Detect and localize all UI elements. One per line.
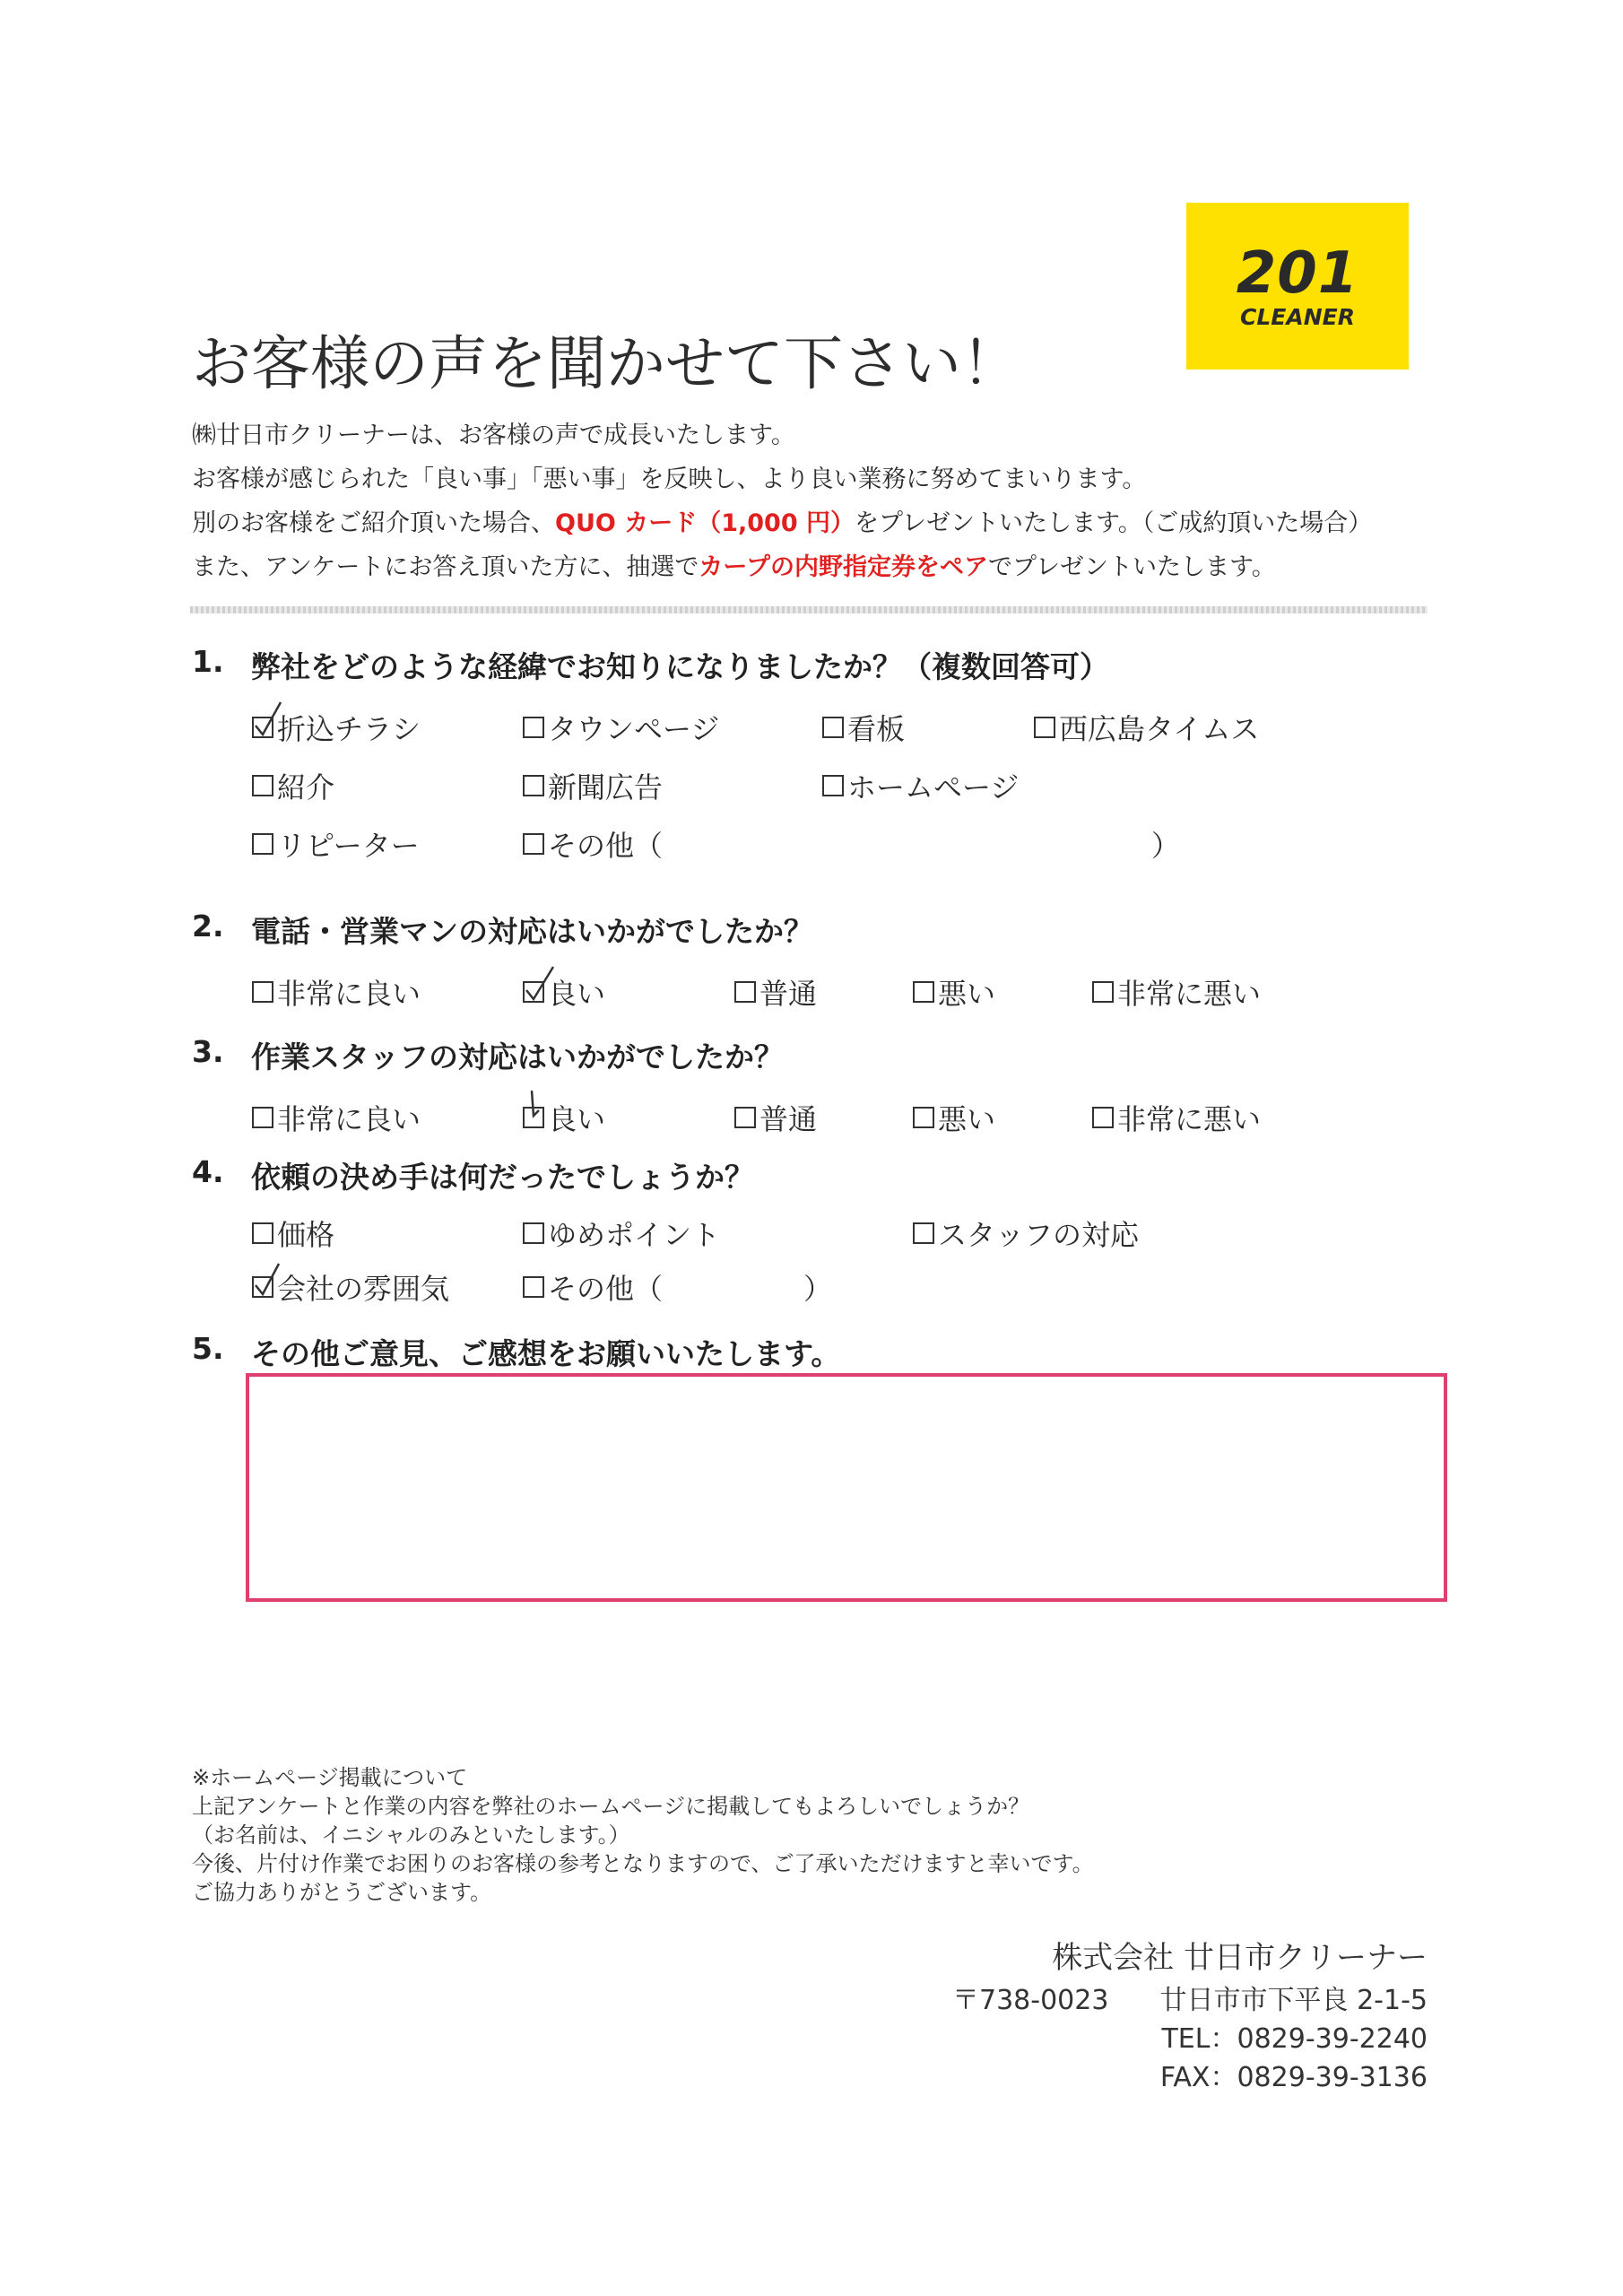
- company-logo: [1186, 203, 1409, 370]
- checkbox[interactable]: [1034, 717, 1055, 738]
- checkbox[interactable]: [523, 717, 544, 738]
- note-line-5: ご協力ありがとうございます。: [192, 1880, 492, 1905]
- question-3-text: 作業スタッフの対応はいかがでしたか？: [251, 1039, 784, 1074]
- question-5-text: その他ご意見、ご感想をお願いいたします。: [251, 1336, 841, 1371]
- q4-option-yume-point[interactable]: [523, 1213, 720, 1254]
- note-line-2: 上記アンケートと作業の内容を弊社のホームページに掲載してもよろしいでしょうか？: [192, 1794, 1030, 1819]
- option-label: 悪い: [938, 1102, 996, 1136]
- q1-option-signboard[interactable]: [822, 707, 905, 748]
- quo-card-highlight: QUO カード（1,000 円）: [555, 509, 855, 537]
- q2-option-average[interactable]: [734, 971, 817, 1013]
- checkbox[interactable]: [1092, 1107, 1114, 1128]
- q3-option-good[interactable]: [523, 1097, 605, 1138]
- divider: [190, 606, 1428, 613]
- question-4-text: 依頼の決め手は何だったでしょうか？: [251, 1160, 754, 1195]
- checkbox[interactable]: [822, 775, 844, 796]
- checkbox[interactable]: [523, 775, 544, 796]
- checkbox[interactable]: [913, 981, 934, 1003]
- q3-option-bad[interactable]: [913, 1097, 995, 1138]
- option-label: 非常に良い: [277, 977, 421, 1011]
- question-3-number: 3.: [192, 1034, 224, 1069]
- company-postal: 〒738-0023: [952, 1985, 1109, 2016]
- option-label: 看板: [847, 712, 906, 746]
- note-line-4: 今後、片付け作業でお困りのお客様の参考となりますので、ご了承いただけますと幸いです。: [192, 1851, 1094, 1876]
- checkbox[interactable]: [913, 1222, 934, 1244]
- q1-option-homepage[interactable]: [822, 765, 1019, 806]
- option-label: その他（: [548, 829, 664, 863]
- option-label: タウンページ: [548, 712, 720, 746]
- q3-option-average[interactable]: [734, 1097, 817, 1138]
- checkmark-icon: [252, 1258, 288, 1298]
- question-4-number: 4.: [192, 1154, 224, 1189]
- q2-option-very-good[interactable]: [252, 971, 421, 1013]
- option-label: 価格: [277, 1218, 335, 1252]
- option-label: 紹介: [277, 770, 335, 804]
- checkbox[interactable]: [734, 981, 756, 1003]
- q1-other-close-paren: ）: [1151, 829, 1181, 863]
- option-label: 折込チラシ: [277, 712, 421, 746]
- checkmark-icon: [252, 699, 288, 738]
- option-label: 良い: [548, 977, 606, 1011]
- intro-line-2: お客様が感じられた「良い事」「悪い事」を反映し、より良い業務に努めてまいります。: [192, 465, 1147, 493]
- q3-option-very-bad[interactable]: [1092, 1097, 1261, 1138]
- option-label: 悪い: [938, 977, 996, 1011]
- option-label: 普通: [759, 1102, 818, 1136]
- comment-textarea[interactable]: [246, 1373, 1447, 1602]
- option-label: ゆめポイント: [548, 1218, 721, 1252]
- checkbox[interactable]: [1092, 981, 1114, 1003]
- note-line-3: （お名前は、イニシャルのみといたします。）: [192, 1822, 630, 1848]
- intro-line-3-a: 別のお客様をご紹介頂いた場合、: [192, 509, 555, 537]
- q4-option-other[interactable]: [523, 1266, 663, 1308]
- company-address: 廿日市市下平良 2-1-5: [1159, 1985, 1428, 2016]
- checkmark-icon: [523, 963, 559, 1003]
- question-1-number: 1.: [192, 644, 224, 679]
- option-label: 良い: [548, 1102, 606, 1136]
- q3-option-very-good[interactable]: [252, 1097, 421, 1138]
- option-label: ホームページ: [847, 770, 1020, 804]
- checkbox[interactable]: [252, 1222, 273, 1244]
- question-2-number: 2.: [192, 909, 224, 944]
- checkbox[interactable]: [913, 1107, 934, 1128]
- intro-line-4-a: また、アンケートにお答え頂いた方に、抽選で: [192, 553, 699, 581]
- checkbox[interactable]: [523, 1222, 544, 1244]
- option-label: 非常に悪い: [1117, 977, 1262, 1011]
- checkbox[interactable]: [252, 1276, 273, 1298]
- q1-option-newspaper[interactable]: [523, 765, 663, 806]
- intro-line-1: ㈱廿日市クリーナーは、お客様の声で成長いたします。: [192, 422, 795, 449]
- option-label: 新聞広告: [548, 770, 664, 804]
- option-label: 非常に悪い: [1117, 1102, 1262, 1136]
- carp-ticket-highlight: カープの内野指定券をペア: [699, 553, 989, 581]
- q1-option-townpage[interactable]: [523, 707, 719, 748]
- q4-other-close-paren: ）: [803, 1272, 833, 1306]
- company-name: 株式会社 廿日市クリーナー: [1052, 1940, 1428, 1976]
- checkbox[interactable]: [252, 775, 273, 796]
- question-2-text: 電話・営業マンの対応はいかがでしたか？: [251, 914, 813, 949]
- checkbox[interactable]: [523, 981, 544, 1003]
- intro-line-4-b: でプレゼントいたします。: [988, 553, 1276, 581]
- page-title: お客様の声を聞かせて下さい！: [192, 329, 1020, 398]
- option-label: 非常に良い: [277, 1102, 421, 1136]
- checkbox[interactable]: [523, 1107, 544, 1128]
- checkbox[interactable]: [523, 833, 544, 855]
- checkbox[interactable]: [734, 1107, 756, 1128]
- intro-line-3-b: をプレゼントいたします。（ご成約頂いた場合）: [855, 509, 1373, 537]
- checkmark-icon: [523, 1089, 559, 1128]
- checkbox[interactable]: [822, 717, 844, 738]
- checkbox[interactable]: [252, 717, 273, 738]
- q1-option-referral[interactable]: [252, 765, 334, 806]
- question-5-number: 5.: [192, 1331, 224, 1366]
- note-line-1: ※ホームページ掲載について: [192, 1765, 468, 1790]
- q1-option-flyer[interactable]: [252, 707, 421, 748]
- option-label: 西広島タイムス: [1059, 712, 1260, 746]
- q4-option-staff-response[interactable]: [913, 1213, 1139, 1254]
- option-label: その他（: [548, 1272, 664, 1306]
- intro-line-4: [192, 547, 1276, 582]
- checkbox[interactable]: [252, 833, 273, 855]
- q2-option-very-bad[interactable]: [1092, 971, 1261, 1013]
- company-tel: TEL：0829-39-2240: [1161, 2023, 1428, 2055]
- intro-line-3: [192, 503, 1372, 538]
- q2-option-good[interactable]: [523, 971, 605, 1013]
- company-fax: FAX：0829-39-3136: [1159, 2062, 1428, 2093]
- logo-number: 201: [1236, 240, 1359, 307]
- option-label: スタッフの対応: [938, 1218, 1140, 1252]
- checkbox[interactable]: [252, 1107, 273, 1128]
- option-label: 会社の雰囲気: [277, 1272, 450, 1306]
- q2-option-bad[interactable]: [913, 971, 995, 1013]
- checkbox[interactable]: [252, 981, 273, 1003]
- logo-subtitle: CLEANER: [1240, 304, 1355, 330]
- q1-option-repeater[interactable]: [252, 823, 420, 865]
- q1-option-nishihiroshima-times[interactable]: [1034, 707, 1259, 748]
- q1-option-other[interactable]: [523, 823, 663, 865]
- checkbox[interactable]: [523, 1276, 544, 1298]
- q4-option-company-atmosphere[interactable]: [252, 1266, 449, 1308]
- option-label: 普通: [759, 977, 818, 1011]
- q4-option-price[interactable]: [252, 1213, 334, 1254]
- question-1-text: 弊社をどのような経緯でお知りになりましたか？（複数回答可）: [251, 649, 1109, 684]
- option-label: リピーター: [277, 829, 420, 863]
